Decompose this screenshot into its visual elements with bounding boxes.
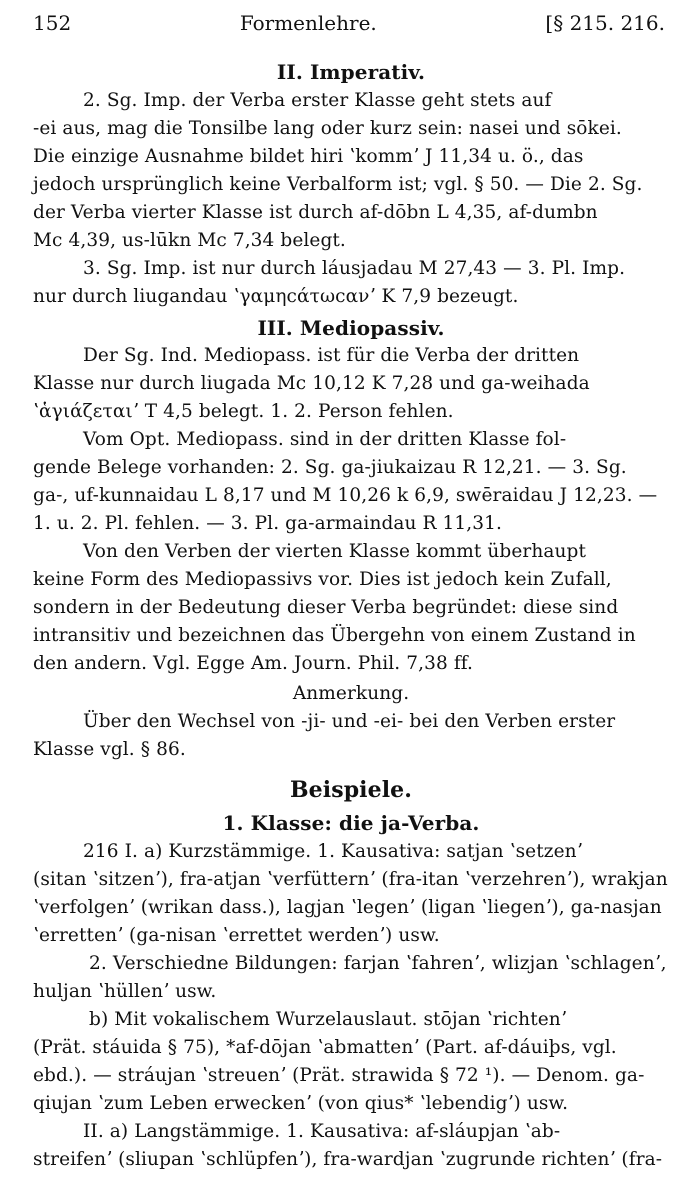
text-line: der Verba vierter Klasse ist durch af-dōbn L 4,35, af-dumbn: [33, 202, 598, 223]
text-line: keine Form des Mediopassivs vor. Dies ist jedoch kein Zufall,: [33, 569, 612, 590]
running-title: Formenlehre.: [239, 11, 377, 35]
text-line: 2. Verschiedne Bildungen: farjan ʽfahrenʼ, wlizjan ʽschlagenʼ,: [89, 953, 667, 974]
text-line: b) Mit vokalischem Wurzelauslaut. stōjan ʽrichtenʼ: [89, 1009, 567, 1030]
text-line: ʽerrettenʼ (ga-nisan ʽerrettet werdenʼ) usw.: [33, 925, 440, 946]
text-line: II. a) Langstämmige. 1. Kausativa: af-sláupjan ʽab-: [83, 1121, 561, 1142]
text-line: ga-, uf-kunnaidau L 8,17 und M 10,26 k 6,9, swēraidau J 12,23. —: [33, 485, 658, 506]
text-line: Von den Verben der vierten Klasse kommt überhaupt: [83, 541, 586, 562]
text-line: jedoch ursprünglich keine Verbalform ist; vgl. § 50. — Die 2. Sg.: [33, 174, 643, 195]
text-line: huljan ʽhüllenʼ usw.: [33, 981, 217, 1002]
text-line: den andern. Vgl. Egge Am. Journ. Phil. 7,38 ff.: [33, 653, 474, 674]
page-number: 152: [33, 11, 72, 35]
text-line: Anmerkung.: [292, 683, 410, 704]
text-line: Beispiele.: [289, 777, 413, 803]
text-line: ʽἁγιάζεταιʼ T 4,5 belegt. 1. 2. Person fehlen.: [33, 401, 454, 422]
text-line: Klasse nur durch liugada Mc 10,12 K 7,28 und ga-weihada: [33, 373, 590, 394]
text-line: Vom Opt. Mediopass. sind in der dritten Klasse fol-: [83, 429, 567, 450]
text-line: III. Mediopassiv.: [257, 316, 445, 340]
text-line: nur durch liugandau ʽγαμηcάτωcανʼ K 7,9 bezeugt.: [33, 286, 519, 307]
running-header: [33, 8, 665, 38]
text-line: 216 I. a) Kurzstämmige. 1. Kausativa: satjan ʽsetzenʼ: [83, 841, 583, 862]
text-line: (sitan ʽsitzenʼ), fra-atjan ʽverfütternʼ (fra-itan ʽverzehrenʼ), wrakjan: [33, 869, 668, 890]
section-reference: [§ 215. 216.: [545, 11, 665, 35]
text-line: (Prät. stáuida § 75), *af-dōjan ʽabmattenʼ (Part. af-dáuiþs, vgl.: [33, 1037, 617, 1058]
text-line: 1. u. 2. Pl. fehlen. — 3. Pl. ga-armaindau R 11,31.: [33, 513, 502, 534]
text-line: 3. Sg. Imp. ist nur durch láusjadau M 27,43 — 3. Pl. Imp.: [83, 258, 626, 279]
text-line: Mc 4,39, us-lūkn Mc 7,34 belegt.: [33, 230, 346, 251]
text-line: ʽverfolgenʼ (wrikan dass.), lagjan ʽlegenʼ (ligan ʽliegenʼ), ga-nasjan: [33, 897, 662, 918]
text-line: streifenʼ (sliupan ʽschlüpfenʼ), fra-wardjan ʽzugrunde richtenʼ (fra-: [33, 1149, 663, 1170]
text-line: Klasse vgl. § 86.: [33, 739, 186, 760]
text-line: ebd.). — stráujan ʽstreuenʼ (Prät. strawida § 72 ¹). — Denom. ga-: [33, 1065, 645, 1086]
text-line: -ei aus, mag die Tonsilbe lang oder kurz sein: nasei und sōkei.: [33, 118, 622, 139]
text-line: Die einzige Ausnahme bildet hiri ʽkommʼ J 11,34 u. ö., das: [33, 146, 584, 167]
text-line: gende Belege vorhanden: 2. Sg. ga-jiukaizau R 12,21. — 3. Sg.: [33, 457, 627, 478]
text-line: qiujan ʽzum Leben erweckenʼ (von qius* ʽlebendigʼ) usw.: [33, 1093, 569, 1114]
text-line: Der Sg. Ind. Mediopass. ist für die Verba der dritten: [83, 345, 580, 366]
text-line: II. Imperativ.: [276, 60, 426, 84]
text-line: sondern in der Bedeutung dieser Verba begründet: diese sind: [33, 597, 619, 618]
text-line: Über den Wechsel von -ji- und -ei- bei den Verben erster: [83, 711, 616, 732]
text-line: 2. Sg. Imp. der Verba erster Klasse geht stets auf: [83, 90, 552, 111]
text-line: intransitiv und bezeichnen das Übergehn von einem Zustand in: [33, 625, 636, 646]
text-line: 1. Klasse: die ja-Verba.: [222, 811, 480, 835]
